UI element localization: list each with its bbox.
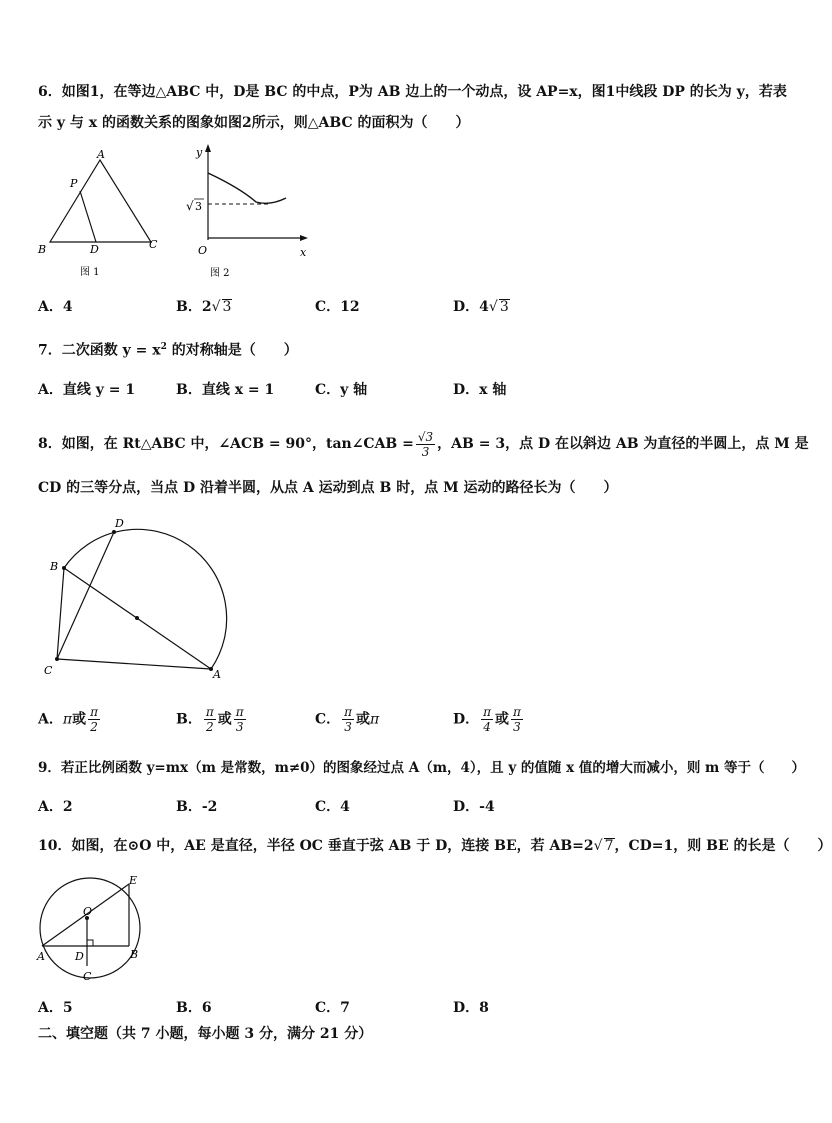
q6-fig1-label-c: C — [149, 238, 158, 251]
q10-figure-circle — [30, 872, 160, 992]
q6-fig2-label-x: x — [300, 246, 307, 259]
q6-option-d[interactable]: D．4√ 3 — [453, 299, 509, 315]
q6-options — [38, 296, 758, 318]
q10-fig-label-o: O — [83, 905, 93, 918]
q10-fig-label-d: D — [75, 950, 84, 963]
q10-option-b[interactable]: B．6 — [176, 1000, 212, 1016]
q6-fig2-sqrt-sign: √ — [186, 199, 194, 213]
q10-option-c[interactable]: C．7 — [315, 1000, 350, 1016]
q8-stem-line2: CD 的三等分点，当点 D 沿着半圆，从点 A 运动到点 B 时，点 M 运动的路径长为（ ） — [38, 480, 618, 496]
q6-fig1-label-b: B — [38, 243, 47, 256]
q6-fig1-label-p: P — [70, 177, 78, 190]
q9-option-d[interactable]: D．-4 — [453, 799, 495, 815]
q6-option-c[interactable]: C．12 — [315, 299, 360, 315]
q9-option-a[interactable]: A．2 — [38, 799, 73, 815]
q6-fig1-label-a: A — [97, 148, 105, 161]
q10-fig-label-a: A — [37, 950, 45, 963]
q7-option-a[interactable]: A．直线 y = 1 — [38, 382, 136, 398]
q10-fig-label-c: C — [83, 970, 92, 983]
q9-stem: 9．若正比例函数 y=mx（m 是常数，m≠0）的图象经过点 A（m，4），且 y 的值随 x 值的增大而减小，则 m 等于（ ） — [38, 760, 806, 776]
q6-fig2-sqrt3-label: 3 — [195, 200, 202, 213]
q6-stem-line1: 6．如图1，在等边△ABC 中，D是 BC 的中点，P为 AB 边上的一个动点，设 AP=x，图1中线段 DP 的长为 y，若表 — [38, 84, 787, 100]
q7-option-d[interactable]: D．x 轴 — [453, 382, 507, 398]
q10-stem: 10．如图，在⊙O 中，AE 是直径，半径 OC 垂直于弦 AB 于 D，连接 BE，若 AB=2√ 7，CD=1，则 BE 的长是（ ） — [38, 838, 832, 854]
q9-option-b[interactable]: B．-2 — [176, 799, 218, 815]
q8-option-c[interactable]: C． $\frac{\pi}{3}$ 或π — [315, 705, 380, 734]
q8-option-d[interactable]: D． $\frac{\pi}{4}$ 或 $\frac{\pi}{3}$ — [453, 705, 521, 734]
q8-option-a[interactable]: A．π或 $\frac{\pi}{2}$ — [38, 705, 98, 734]
q10-fig-label-b: B — [130, 948, 139, 961]
q9-option-c[interactable]: C．4 — [315, 799, 350, 815]
q8-fig-label-b: B — [50, 560, 59, 573]
q6-fig1-label-d: D — [90, 243, 99, 256]
q6-fig2-caption: 图 2 — [210, 268, 230, 279]
q9-options — [38, 796, 758, 818]
q6-fig1-caption: 图 1 — [80, 267, 100, 278]
q10-option-d[interactable]: D．8 — [453, 1000, 489, 1016]
q6-option-a[interactable]: A．4 — [38, 299, 73, 315]
q8-option-b[interactable]: B． $\frac{\pi}{2}$ 或 $\frac{\pi}{3}$ — [176, 705, 244, 734]
q6-fig2-label-y: y — [196, 146, 203, 159]
q10-fig-label-e: E — [129, 874, 138, 887]
q7-option-b[interactable]: B．直线 x = 1 — [176, 382, 275, 398]
q8-fig-label-d: D — [115, 517, 124, 530]
q10-option-a[interactable]: A．5 — [38, 1000, 73, 1016]
q6-fig2-label-o: O — [198, 244, 208, 257]
q7-stem: 7．二次函数 $y = x^2$ 的对称轴是（ ） — [38, 342, 298, 359]
section-2-heading: 二、填空题（共 7 小题，每小题 3 分，满分 21 分） — [38, 1026, 373, 1042]
q10-options — [38, 997, 758, 1019]
q8-fig-label-c: C — [44, 664, 53, 677]
q8-fig-label-a: A — [213, 668, 221, 681]
q8-figure-semicircle — [38, 512, 238, 682]
q6-option-b[interactable]: B．2√ 3 — [176, 299, 232, 315]
q8-stem-line1: 8．如图，在 Rt△ABC 中，∠ACB = 90°，tan∠CAB = $\frac{√3}{3}$ ，AB = 3，点 D 在以斜边 AB 为直径的半圆上，点 M 是 — [38, 429, 809, 459]
q6-figure2-graph — [182, 140, 322, 288]
q8-options — [38, 705, 758, 739]
q7-options — [38, 379, 758, 401]
q6-figure1-triangle — [30, 145, 170, 285]
q6-stem-line2: 示 y 与 x 的函数关系的图象如图2所示，则△ABC 的面积为（ ） — [38, 115, 470, 131]
q8-tan-fraction: $\frac{√3}{3}$ — [417, 429, 434, 459]
q7-option-c[interactable]: C．y 轴 — [315, 382, 368, 398]
